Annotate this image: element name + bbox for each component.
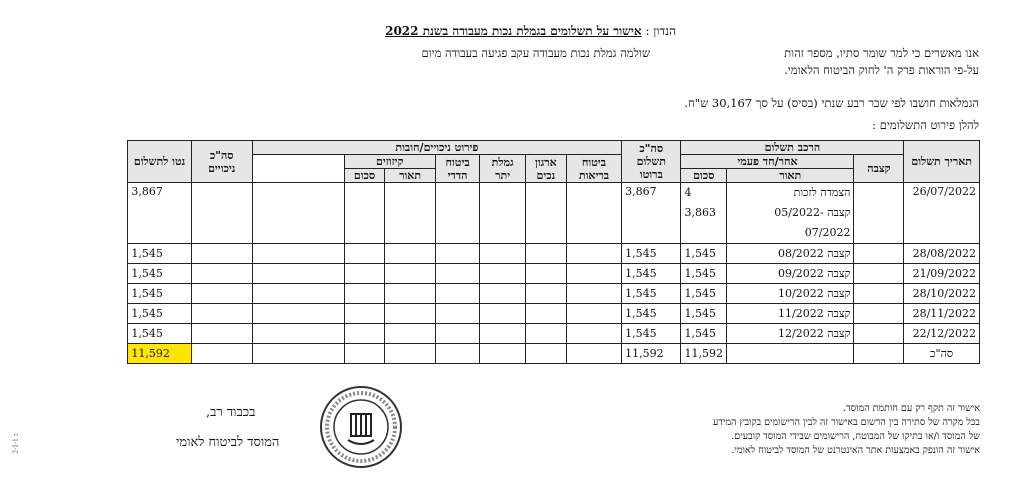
header-description: תאור	[726, 169, 854, 183]
header-allowance: קצבה	[854, 155, 904, 183]
payments-intro-line: להלן פירוט התשלומים :	[872, 118, 979, 132]
amount-line: 4	[684, 186, 692, 199]
description-cell: קצבה 08/2022	[726, 244, 854, 264]
amount-cell: 1,545	[681, 324, 727, 344]
gross-cell: 1,545	[622, 324, 681, 344]
subject-title: אישור על תשלומים בגמלת נכות מעבודה בשנת 2022	[385, 24, 642, 38]
table-row	[79, 244, 980, 264]
subject-line	[385, 24, 676, 39]
date-cell: 21/09/2022	[904, 264, 980, 284]
total-amount: 11,592	[681, 344, 727, 364]
header-health-insurance: ביטוח בריאות	[566, 155, 621, 183]
note-line: בכל מקרה של סתירה בין הרשום באישור זה לבין הרישומים בקובץ המידע	[712, 417, 980, 428]
table-row	[79, 304, 980, 324]
header-offset-description: תאור	[385, 169, 435, 183]
greeting: בכבוד רב,	[206, 405, 256, 420]
gross-cell: 1,545	[622, 244, 681, 264]
gross-cell: 3,867	[622, 183, 681, 244]
description-cell: קצבה 11/2022	[726, 304, 854, 324]
gross-cell: 1,545	[622, 284, 681, 304]
approval-line-right: אנו מאשרים כי למר שומר סתיו, מספר זהות	[784, 46, 979, 60]
subject-prefix: הנדון :	[645, 24, 676, 38]
net-cell: 1,545	[128, 284, 191, 304]
total-label: סה"כ	[904, 344, 980, 364]
header-overpaid-allowance: גמלת יתר	[480, 155, 526, 183]
net-cell: 1,545	[128, 264, 191, 284]
description-cell: קצבה 09/2022	[726, 264, 854, 284]
net-cell: 1,545	[128, 244, 191, 264]
header-disabled-org: ארגון נכים	[525, 155, 566, 183]
amount-cell	[681, 183, 727, 244]
header-offset-amount: סכום	[344, 169, 385, 183]
net-cell: 1,545	[128, 324, 191, 344]
date-cell: 28/10/2022	[904, 284, 980, 304]
description-cell: קצבה 12/2022	[726, 324, 854, 344]
header-one-time: אחר/חד פעמי	[681, 155, 854, 169]
note-line: אישור זה תקף רק עם חותמת המוסד.	[843, 403, 980, 414]
date-cell: 26/07/2022	[904, 183, 980, 244]
table-row	[79, 284, 980, 304]
institute-seal-icon	[318, 384, 404, 470]
footer-notes	[640, 402, 980, 458]
note-line: של המוסד ו/או בתיקו של המבוטח, הרישומים שבידי המוסד קובעים.	[731, 431, 980, 442]
header-deductions: פירוט ניכויים/חובות	[252, 141, 621, 155]
date-cell: 28/11/2022	[904, 304, 980, 324]
header-date: תאריך תשלום	[904, 141, 980, 183]
payments-table	[78, 140, 980, 364]
side-code: 2-1-1 ב	[12, 433, 20, 454]
header-gross: סה"כ תשלום ברוטו	[622, 141, 681, 183]
date-cell: 28/08/2022	[904, 244, 980, 264]
header-composition: הרכב תשלום	[681, 141, 904, 155]
law-reference-line: על-פי הוראות פרק ה' לחוק הביטוח הלאומי.	[784, 63, 979, 77]
header-mutual-insurance: ביטוח הדדי	[435, 155, 480, 183]
total-gross: 11,592	[622, 344, 681, 364]
gross-cell: 1,545	[622, 264, 681, 284]
amount-line: 3,863	[684, 206, 716, 219]
net-cell: 3,867	[128, 183, 191, 244]
header-offsets: קיזוזים	[344, 155, 435, 169]
table-row	[79, 264, 980, 284]
amount-cell: 1,545	[681, 284, 727, 304]
table-row	[79, 183, 980, 244]
total-row	[79, 344, 980, 364]
net-cell: 1,545	[128, 304, 191, 324]
note-line: אישור זה הונפק באמצעות אתר האינטרנט של המוסד לביטוח לאומי.	[731, 445, 980, 456]
header-total-deductions: סה"כ ניכויים	[191, 141, 252, 183]
gross-cell: 1,545	[622, 304, 681, 324]
amount-cell: 1,545	[681, 304, 727, 324]
signature: המוסד לביטוח לאומי	[176, 435, 280, 450]
description-cell	[726, 183, 854, 244]
date-cell: 22/12/2022	[904, 324, 980, 344]
description-cell: קצבה 10/2022	[726, 284, 854, 304]
header-net: נטו לתשלום	[128, 141, 191, 183]
header-amount: סכום	[681, 169, 727, 183]
calculation-basis-line: הגמלאות חושבו לפי שכר רבע שנתי (בסיס) על סך 30,167 ש"ח.	[684, 96, 979, 110]
approval-line-left: שולמה גמלת נכות מעבודה עקב פגיעה בעבודה מיום	[421, 46, 650, 60]
description-line: הצמדה לזכות	[793, 186, 851, 199]
amount-cell: 1,545	[681, 244, 727, 264]
amount-cell: 1,545	[681, 264, 727, 284]
total-net: 11,592	[128, 344, 191, 364]
description-line: קצבה 05/2022-07/2022	[774, 206, 851, 239]
table-row	[79, 324, 980, 344]
